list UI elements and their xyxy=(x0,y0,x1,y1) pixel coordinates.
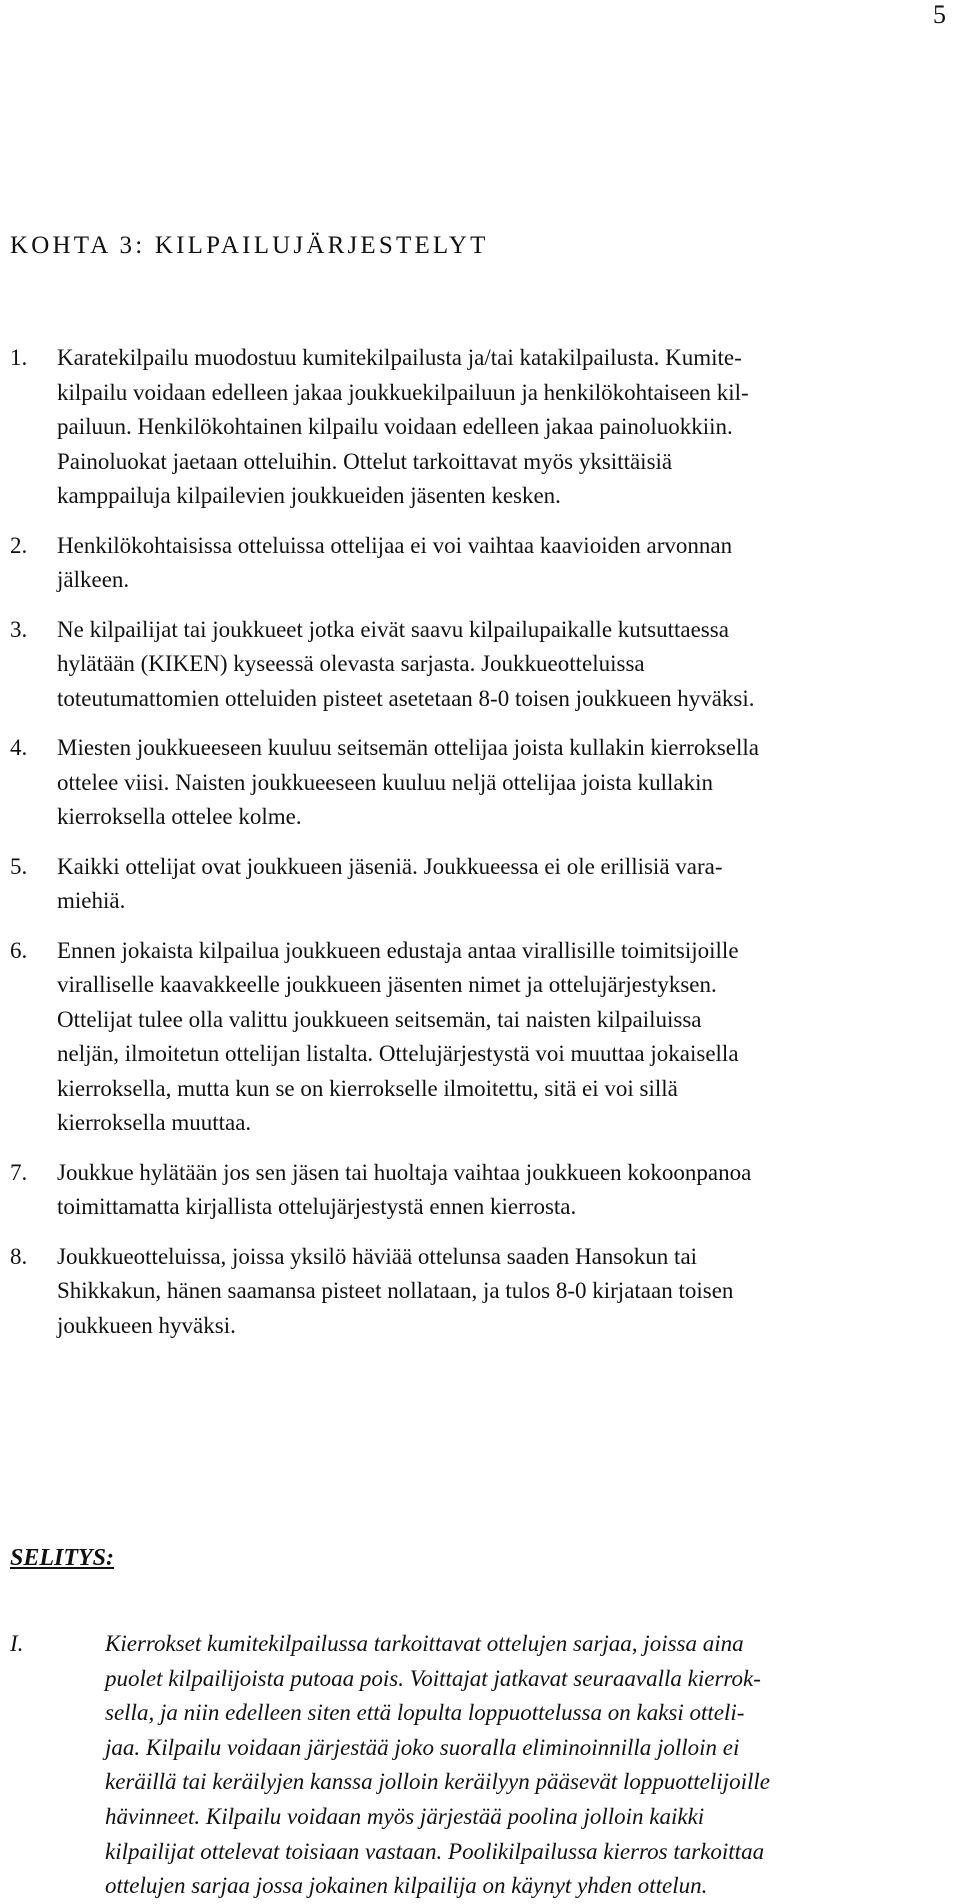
rule-text xyxy=(57,1240,935,1344)
rule-item xyxy=(10,341,935,514)
rule-item xyxy=(10,613,935,717)
rule-item xyxy=(10,1240,935,1344)
explanation-line: hävinneet. Kilpailu voidaan myös järjestää poolina jolloin kaikki xyxy=(105,1803,705,1829)
explanation-line: ottelujen sarjaa jossa jokainen kilpailija on käynyt yhden ottelun. xyxy=(105,1873,708,1899)
rule-line: kierroksella, mutta kun se on kierrokselle ilmoitettu, sitä ei voi sillä xyxy=(57,1075,678,1101)
rule-item xyxy=(10,731,935,835)
rule-number: 2. xyxy=(10,532,28,558)
rule-text xyxy=(57,1156,935,1225)
rule-line: jälkeen. xyxy=(57,567,130,592)
page-number: 5 xyxy=(933,0,946,29)
rule-number: 1. xyxy=(10,345,28,370)
section-title: KOHTA 3: KILPAILUJÄRJESTELYT xyxy=(10,232,489,259)
rule-item xyxy=(10,529,935,598)
explanation-line: sella, ja niin edelleen siten että lopulta loppuottelussa on kaksi otteli- xyxy=(105,1700,745,1726)
rule-line: Shikkakun, hänen saamansa pisteet nollataan, ja tulos 8-0 kirjataan toisen xyxy=(57,1278,734,1303)
rule-line: Henkilökohtaisissa otteluissa ottelijaa ei voi vaihtaa kaavioiden arvonnan xyxy=(57,532,733,558)
explanation-label: I. xyxy=(10,1631,24,1656)
rule-number: 5. xyxy=(10,853,28,879)
explanation-line: keräillä tai keräilyjen kanssa jolloin keräilyyn pääsevät loppuottelijoille xyxy=(105,1769,770,1795)
rule-line: kilpailu voidaan edelleen jakaa joukkuekilpailuun ja henkilökohtaiseen kil- xyxy=(57,379,749,405)
rule-line: joukkueen hyväksi. xyxy=(57,1312,236,1338)
rules-list xyxy=(10,341,935,1343)
rule-line: hylätään (KIKEN) kyseessä olevasta sarjasta. Joukkueotteluissa xyxy=(57,651,645,676)
rule-item xyxy=(10,850,935,919)
explanation-line: puolet kilpailijoista putoaa pois. Voittajat jatkavat seuraavalla kierrok- xyxy=(105,1665,761,1691)
rule-number: 7. xyxy=(10,1159,28,1185)
rule-line: miehiä. xyxy=(57,888,126,913)
rule-line: Ottelijat tulee olla valittu joukkueen seitsemän, tai naisten kilpailuissa xyxy=(57,1006,702,1032)
rule-line: toteutumattomien otteluiden pisteet asetetaan 8-0 toisen joukkueen hyväksi. xyxy=(57,685,755,711)
rule-text xyxy=(57,850,935,919)
rule-line: Joukkue hylätään jos sen jäsen tai huoltaja vaihtaa joukkueen kokoonpanoa xyxy=(57,1159,752,1185)
rule-line: neljän, ilmoitetun ottelijan listalta. Ottelujärjestystä voi muuttaa jokaisella xyxy=(57,1041,739,1066)
rule-line: ottelee viisi. Naisten joukkueeseen kuuluu neljä ottelijaa joista kullakin xyxy=(57,769,713,795)
rule-line: Karatekilpailu muodostuu kumitekilpailusta ja/tai katakilpailusta. Kumite- xyxy=(57,345,742,370)
rule-item xyxy=(10,1156,935,1225)
rule-text xyxy=(57,341,935,514)
rule-number: 4. xyxy=(10,735,28,760)
rule-line: toimittamatta kirjallista ottelujärjestystä ennen kierrosta. xyxy=(57,1194,577,1219)
rule-text xyxy=(57,731,935,835)
rule-line: kierroksella ottelee kolme. xyxy=(57,804,302,829)
rule-item xyxy=(10,934,935,1141)
rule-number: 8. xyxy=(10,1243,28,1269)
rule-line: Miesten joukkueeseen kuuluu seitsemän ottelijaa joista kullakin kierroksella xyxy=(57,735,759,760)
explanation-heading: SELITYS: xyxy=(10,1545,115,1571)
rule-line: kierroksella muuttaa. xyxy=(57,1110,252,1135)
explanation-line: kilpailijat ottelevat toisiaan vastaan. Poolikilpailussa kierros tarkoittaa xyxy=(105,1838,765,1864)
rule-line: Painoluokat jaetaan otteluihin. Ottelut tarkoittavat myös yksittäisiä xyxy=(57,448,673,474)
rule-line: kamppailuja kilpailevien joukkueiden jäsenten kesken. xyxy=(57,483,561,508)
rule-line: viralliselle kaavakkeelle joukkueen jäsenten nimet ja ottelujärjestyksen. xyxy=(57,972,717,997)
explanation-line: Kierrokset kumitekilpailussa tarkoittavat ottelujen sarjaa, joissa aina xyxy=(105,1631,744,1656)
rule-line: pailuun. Henkilökohtainen kilpailu voidaan edelleen jakaa painoluokkiin. xyxy=(57,414,733,439)
rule-line: Joukkueotteluissa, joissa yksilö häviää ottelunsa saaden Hansokun tai xyxy=(57,1243,698,1269)
rule-number: 3. xyxy=(10,616,28,642)
explanation-text xyxy=(105,1627,770,1904)
rule-line: Kaikki ottelijat ovat joukkueen jäseniä. Joukkueessa ei ole erillisiä vara- xyxy=(57,853,723,879)
rule-text xyxy=(57,613,935,717)
rule-line: Ennen jokaista kilpailua joukkueen edustaja antaa virallisille toimitsijoille xyxy=(57,937,739,963)
explanation-line: jaa. Kilpailu voidaan järjestää joko suoralla eliminoinnilla jolloin ei xyxy=(105,1734,740,1760)
rule-text xyxy=(57,934,935,1141)
explanation-item xyxy=(10,1627,935,1904)
rule-line: Ne kilpailijat tai joukkueet jotka eivät saavu kilpailupaikalle kutsuttaessa xyxy=(57,616,729,642)
rule-number: 6. xyxy=(10,937,28,963)
rule-text xyxy=(57,529,935,598)
